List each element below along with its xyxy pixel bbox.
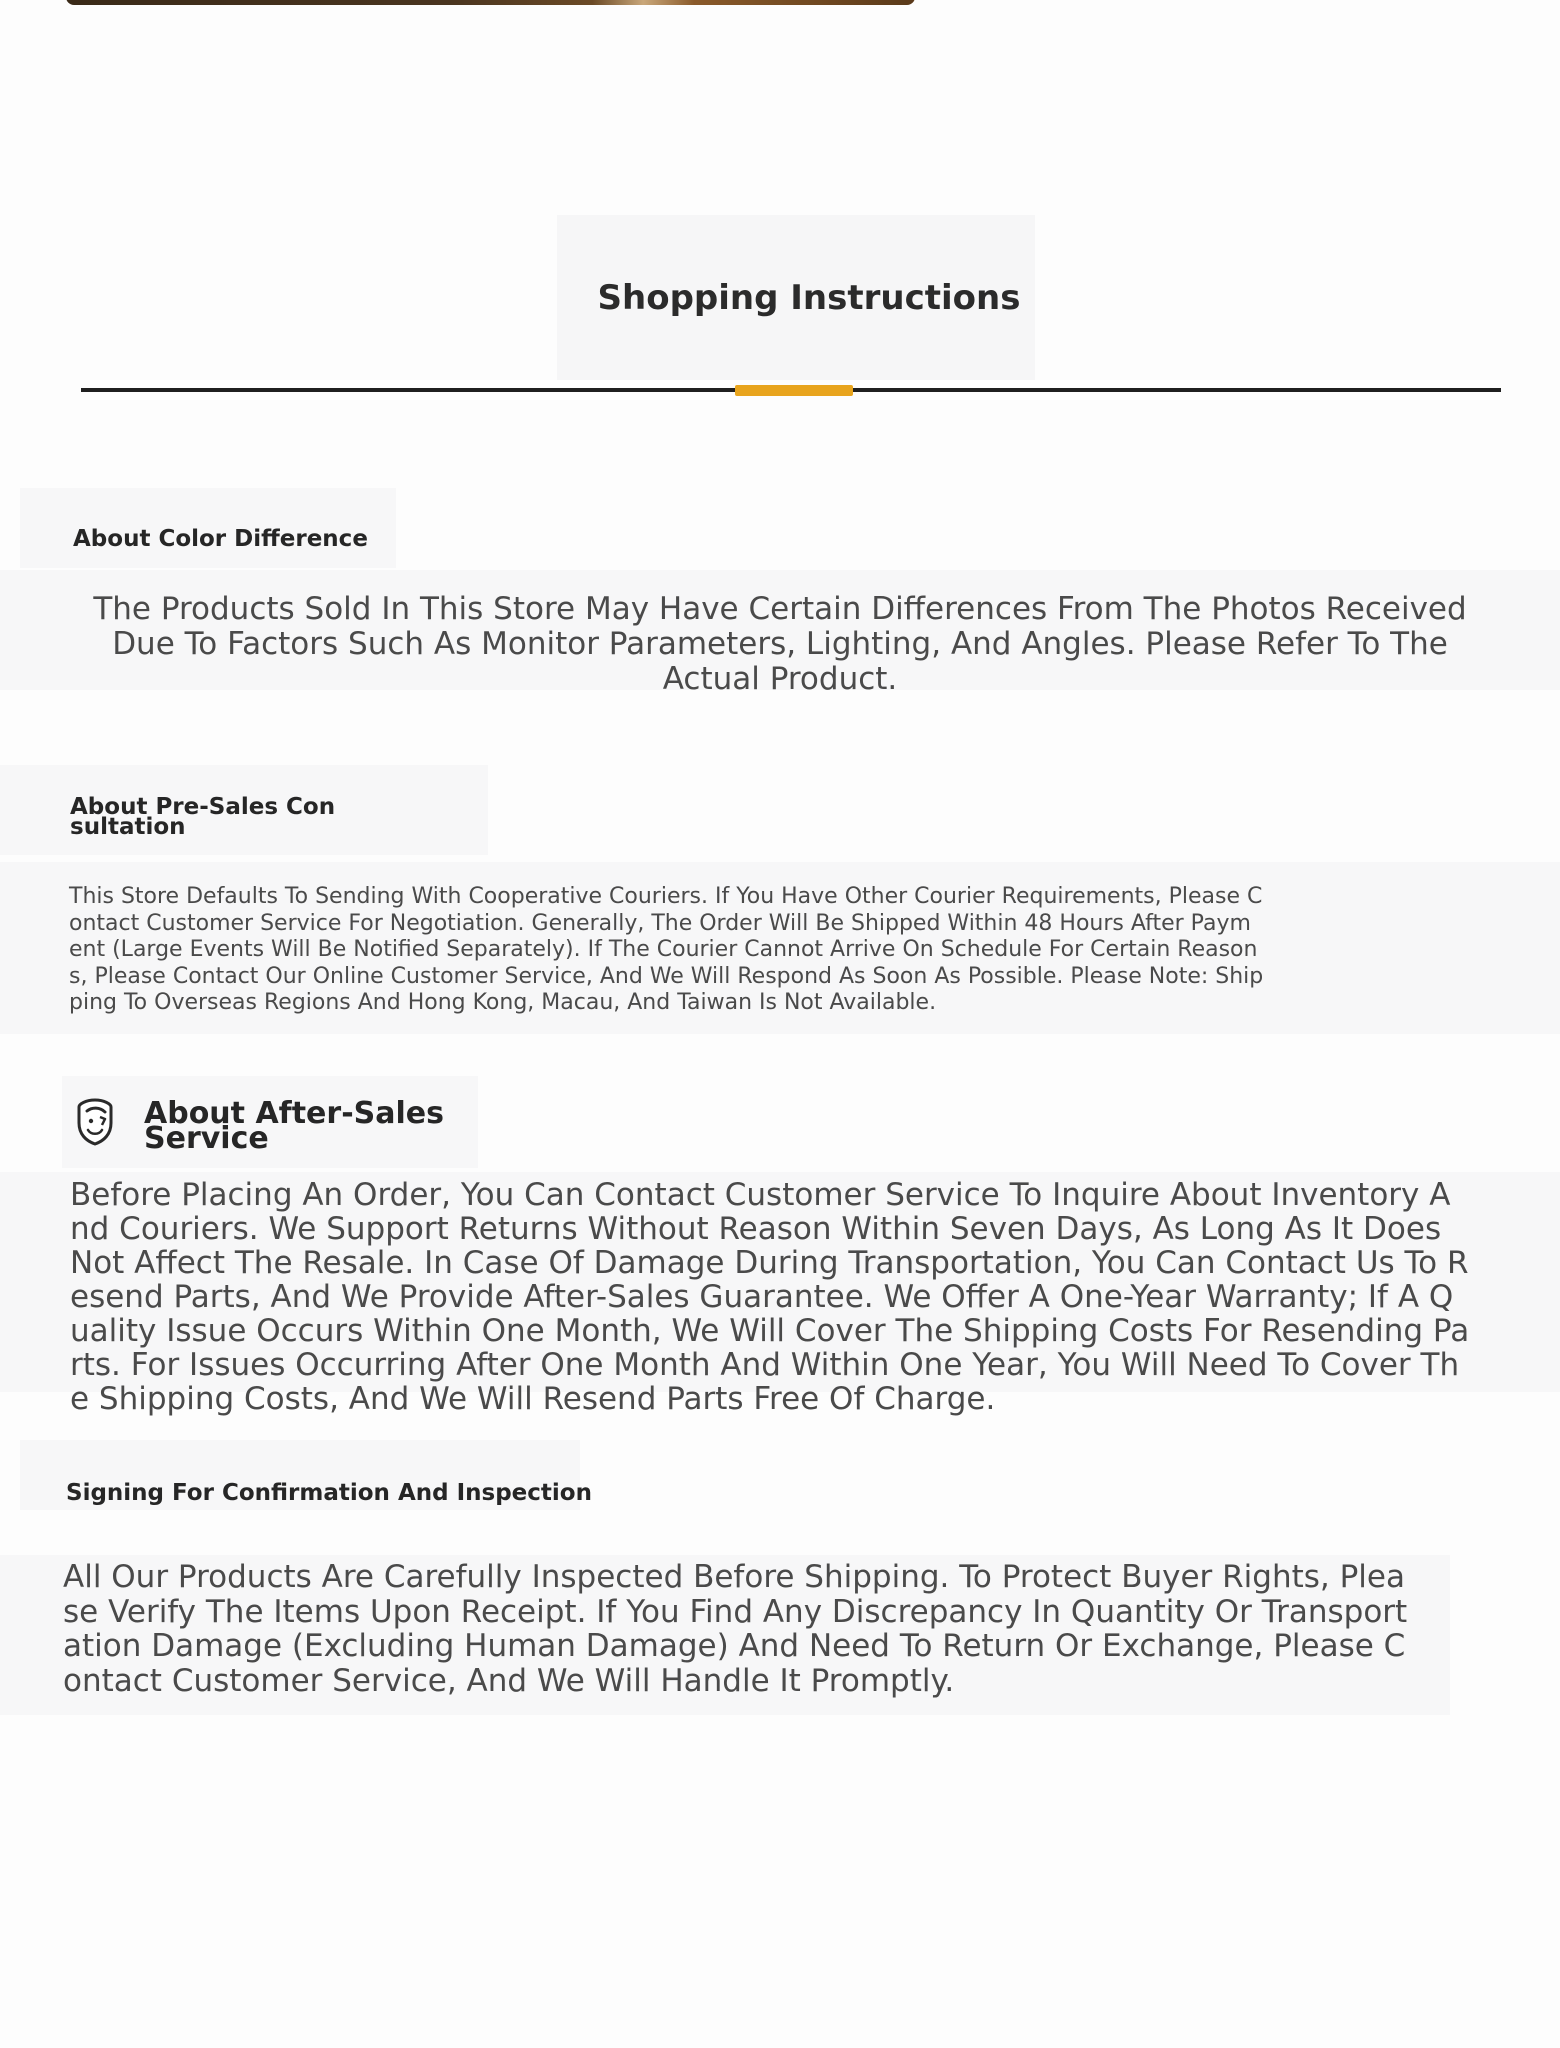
after-sales-heading: About After-Sales Service: [144, 1096, 444, 1156]
pre-sales-heading: About Pre-Sales Consultation: [70, 794, 336, 840]
pre-sales-text: This Store Defaults To Sending With Cooperative Couriers. If You Have Other Courier Requirements, Please Contact Customer Service For Negotiation. Generally, The Order Will Be Shipped Within 48 Hours After Payment (Large Events Will Be Notified Separately). If The Courier Cannot Arrive On Schedule For Certain Reasons, Please Contact Our Online Customer Service, And We Will Respond As Soon As Possible. Please Note: Shipping To Overseas Regions And Hong Kong, Macau, And Taiwan Is Not Available.: [69, 884, 1264, 1015]
signing-heading: Signing For Confirmation And Inspection: [66, 1480, 592, 1506]
page-title: Shopping Instructions: [597, 278, 1021, 318]
signing-text: All Our Products Are Carefully Inspected Before Shipping. To Protect Buyer Rights, Please Verify The Items Upon Receipt. If You Find Any Discrepancy In Quantity Or Transportation Damage (Excluding Human Damage) And Need To Return Or Exchange, Please Contact Customer Service, And We Will Handle It Promptly.: [63, 1559, 1408, 1699]
color-difference-text: The Products Sold In This Store May Have Certain Differences From The Photos Received Due To Factors Such As Monitor Parameters, Lighting, And Angles. Please Refer To The Actual Product.: [93, 591, 1467, 697]
shield-face-icon: [74, 1097, 116, 1147]
title-divider-accent: [735, 385, 853, 396]
product-image-bottom-edge: [66, 0, 915, 5]
after-sales-text: Before Placing An Order, You Can Contact Customer Service To Inquire About Inventory And Couriers. We Support Returns Without Reason Within Seven Days, As Long As It Does Not Affect The Resale. In Case Of Damage During Transportation, You Can Contact Us To Resend Parts, And We Provide After-Sales Guarantee. We Offer A One-Year Warranty; If A Quality Issue Occurs Within One Month, We Will Cover The Shipping Costs For Resending Parts. For Issues Occurring After One Month And Within One Year, You Will Need To Cover The Shipping Costs, And We Will Resend Parts Free Of Charge.: [70, 1177, 1470, 1417]
color-difference-heading: About Color Difference: [73, 526, 368, 552]
